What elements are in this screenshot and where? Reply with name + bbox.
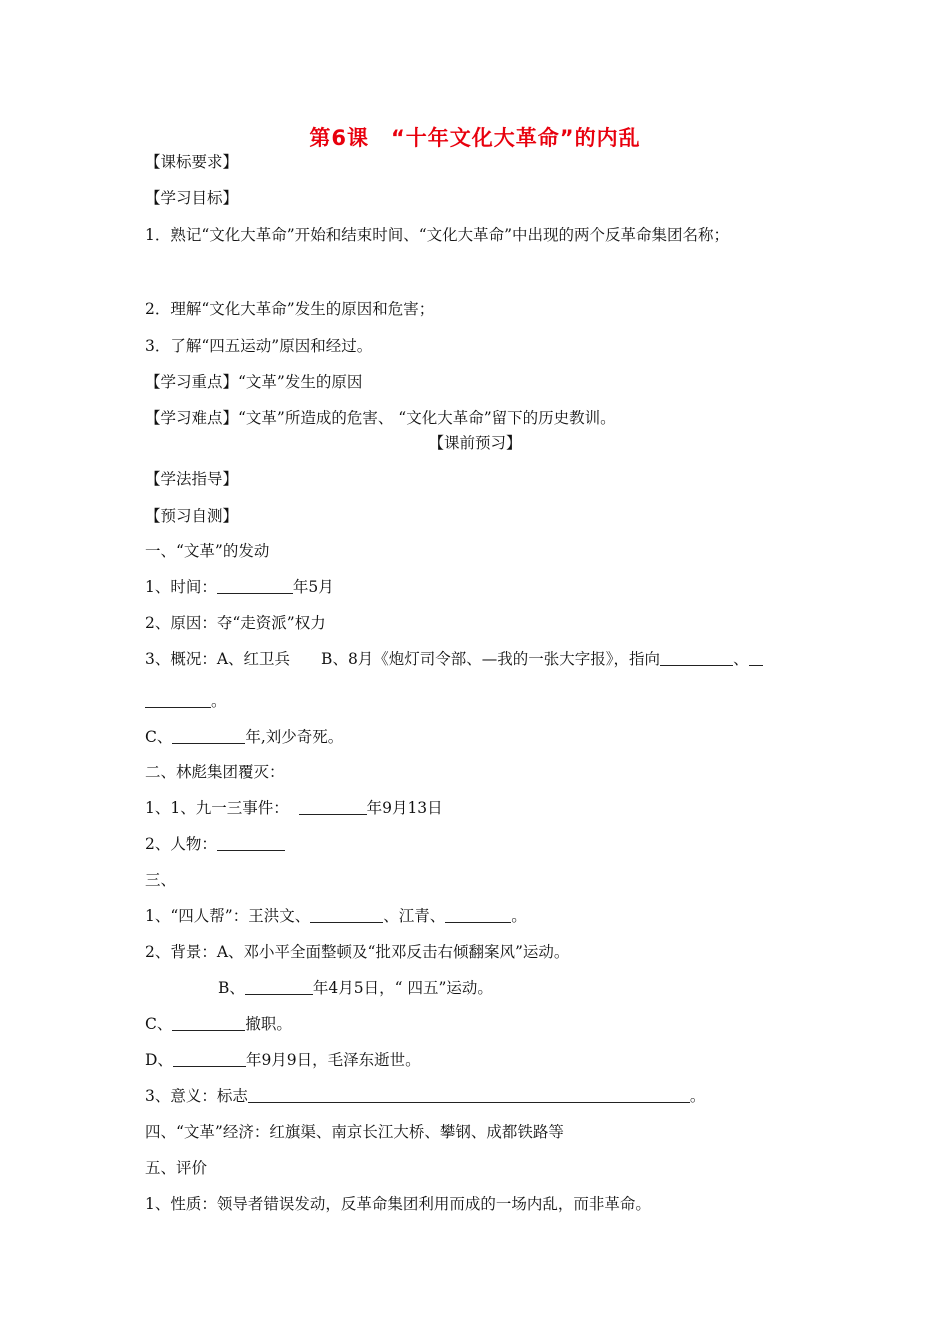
part1-reason: 2、原因：夺“走资派”权力 [145, 614, 326, 632]
page-title: 第6课 “十年文化大革命”的内乱 [309, 126, 641, 150]
fill-blank[interactable] [660, 650, 733, 666]
part3-meaning [145, 1085, 705, 1107]
part5-nature: 1、性质：领导者错误发动，反革命集团利用而成的一场内乱，而非革命。 [145, 1195, 651, 1213]
part2-person [145, 833, 285, 855]
objective-1: 1．熟记“文化大革命”开始和结束时间、“文化大革命”中出现的两个反革命集团名称； [145, 226, 730, 244]
part1-overview-cont [145, 690, 227, 712]
fill-blank[interactable] [248, 1087, 690, 1103]
part2-event [145, 797, 443, 819]
fill-blank[interactable] [245, 979, 313, 995]
label: 、江青、 [383, 907, 446, 925]
fill-blank[interactable] [749, 650, 763, 666]
label: 年5月 [292, 578, 334, 596]
fill-blank[interactable] [172, 1015, 245, 1031]
label: 1、时间： [145, 578, 217, 596]
fill-blank[interactable] [310, 907, 383, 923]
self-test-header: 【预习自测】 [145, 507, 239, 525]
part3-c [145, 1013, 292, 1035]
label: 年4月5日，“ 四五”运动。 [312, 979, 493, 997]
method-header: 【学法指导】 [145, 470, 239, 488]
label: 。 [689, 1087, 706, 1105]
label: D、 [145, 1051, 173, 1069]
part5-heading: 五、评价 [145, 1159, 208, 1177]
label: 2、人物： [145, 835, 217, 853]
label: 3、意义：标志 [145, 1087, 248, 1105]
part1-overview [145, 648, 763, 670]
part2-heading: 二、林彪集团覆灭： [145, 763, 285, 781]
label: 撤职。 [245, 1015, 292, 1033]
part3-bg-a: 2、背景：A、邓小平全面整顿及“批邓反击右倾翻案风”运动。 [145, 943, 570, 961]
part1-time [145, 576, 334, 598]
fill-blank[interactable] [217, 835, 285, 851]
part3-gang [145, 905, 527, 927]
part3-heading: 三、 [145, 871, 177, 889]
fill-blank[interactable] [445, 907, 511, 923]
label: 。 [211, 692, 227, 710]
fill-blank[interactable] [145, 692, 211, 708]
label: 、 [733, 650, 749, 668]
objective-3: 3．了解“四五运动”原因和经过。 [145, 337, 373, 355]
label: 1、“四人帮”：王洪文、 [145, 907, 311, 925]
part1-heading: 一、“文革”的发动 [145, 542, 270, 560]
part3-bg-b [218, 977, 493, 999]
key-point: 【学习重点】“文革”发生的原因 [145, 373, 363, 391]
part1-c [145, 726, 343, 748]
fill-blank[interactable] [173, 1051, 246, 1067]
label: B、 [218, 979, 245, 997]
fill-blank[interactable] [217, 578, 293, 594]
objective-2: 2．理解“文化大革命”发生的原因和危害； [145, 300, 435, 318]
label: C、 [145, 728, 173, 746]
part3-d [145, 1049, 421, 1071]
part4-heading: 四、“文革”经济：红旗渠、南京长江大桥、攀钢、成都铁路等 [145, 1123, 564, 1141]
label: 3、概况：A、红卫兵 B、8月《炮灯司令部、—我的一张大字报》，指向 [145, 650, 661, 668]
fill-blank[interactable] [299, 799, 367, 815]
preview-header: 【课前预习】 [428, 434, 522, 452]
label: C、 [145, 1015, 173, 1033]
difficulty: 【学习难点】“文革”所造成的危害、 “文化大革命”留下的历史教训。 [145, 409, 616, 427]
label: 。 [511, 907, 527, 925]
curriculum-header: 【课标要求】 [145, 153, 239, 171]
label: 1、1、九一三事件： [145, 799, 299, 817]
label: 年9月9日，毛泽东逝世。 [245, 1051, 421, 1069]
fill-blank[interactable] [172, 728, 245, 744]
label: 年9月13日 [366, 799, 443, 817]
label: 年,刘少奇死。 [245, 728, 344, 746]
objectives-header: 【学习目标】 [145, 189, 239, 207]
